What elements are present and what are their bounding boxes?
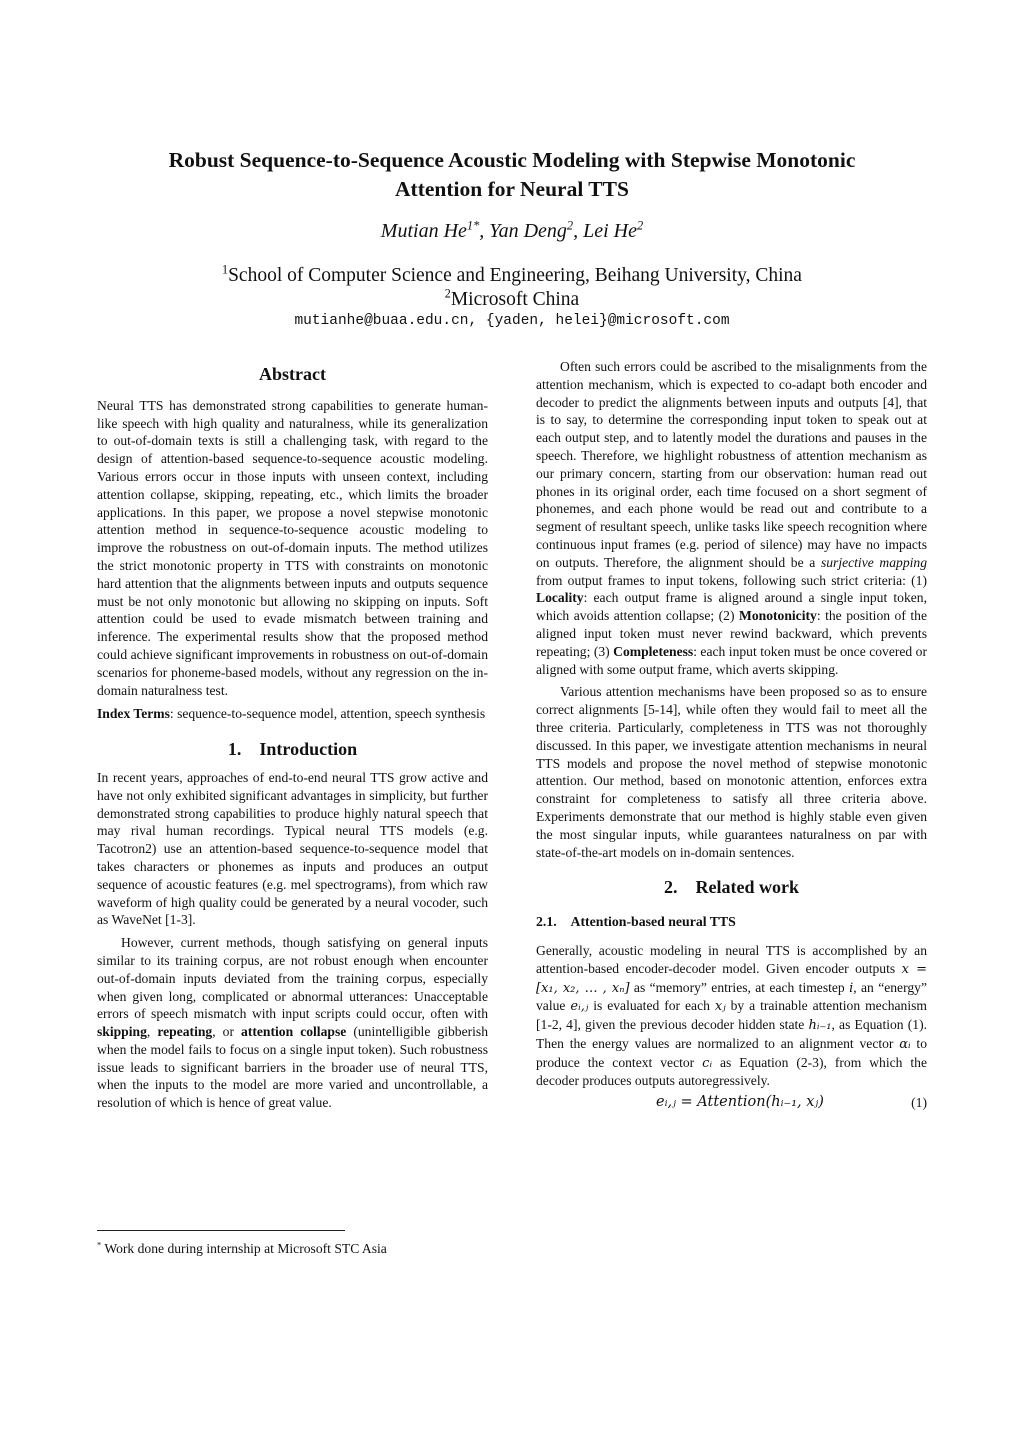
author-list [90, 220, 934, 243]
math-e: eᵢ,ⱼ [570, 999, 589, 1015]
author-3: , Lei He [573, 220, 637, 242]
index-terms-text: : sequence-to-sequence model, attention, speech synthesis [169, 706, 486, 722]
subsection-heading: 2.1. Attention-based neural TTS [536, 914, 736, 930]
term-monotonicity: Monotonicity [739, 608, 817, 624]
intro-p2-or: , or [212, 1024, 242, 1040]
rw-text-e: by a trainable attention mechanism [1-2, 4], given the previous decoder hidden state [536, 998, 927, 1033]
math-i: i [849, 980, 854, 996]
affiliation-2-text: Microsoft China [450, 289, 580, 310]
paper-title-line1: Robust Sequence-to-Sequence Acoustic Modeling with Stepwise Monotonic [168, 148, 856, 172]
intro-p2-comma: , [146, 1024, 158, 1040]
index-terms [97, 705, 488, 723]
rw-text-a: Generally, acoustic modeling in neural TTS is accomplished by an attention-based encoder-decoder model. Given encoder outputs [536, 942, 927, 976]
right-p1-c: : each output frame is aligned around a single input token, which avoids attention collapse; (2) [536, 590, 927, 624]
rw-text-f: , as Equation (1). Then the energy values are normalized to an alignment vector [536, 1017, 927, 1051]
abstract-text: Neural TTS has demonstrated strong capabilities to generate human-like speech with high quality and naturalness, while its generalization to out-of-domain texts is still a challenging task, with regard to the design of attention-based sequence-to-sequence acoustic modeling. Various errors occur in those inputs with unseen context, including attention collapse, skipping, repeating, etc., which limits the broader applications. In this paper, we propose a novel stepwise monotonic attention method in sequence-to-sequence acoustic modeling to improve the robustness on out-of-domain inputs. The method utilizes the strict monotonic property in TTS with constraints on monotonic hard attention that the alignments between inputs and outputs sequence must be not only monotonic but allowing no skipping on inputs. Soft attention could be used to evade mismatch between training and inference. The experimental results show that the proposed method could achieve significant improvements in robustness on out-of-domain scenarios for phoneme-based models, without any regression on the in-domain naturalness test. [97, 397, 488, 698]
term-repeating: repeating [157, 1024, 213, 1040]
affiliation-2-sup: 2 [444, 286, 451, 301]
intro-paragraph-1: In recent years, approaches of end-to-end neural TTS grow active and have not only exhibited significant advantages in simplicity, but further demonstrated strong capabilities to produce highly natural speech that may rival human recordings. Typical neural TTS models (e.g. Tacotron2) use an attention-based sequence-to-sequence model that takes characters or phonemes as inputs and produces an output sequence of acoustic features (e.g. mel spectrograms), from which raw waveform of high quality could be generated by a neural vocoder, such as WaveNet [1-3]. [97, 769, 488, 928]
paper-title [90, 146, 934, 204]
term-completeness: Completeness [613, 643, 694, 659]
math-x: x = [x₁, x₂, … , xₙ] [536, 961, 928, 996]
introduction-heading: 1. Introduction [227, 739, 358, 760]
rw-text-g: to produce the context vector [536, 1035, 927, 1070]
right-p1-a: Often such errors could be ascribed to the misalignments from the attention mechanism, which is expected to co-adapt both encoder and decoder to predict the alignments between inputs and outputs [4], that is to say, to determine the corresponding input token to speak out at each output step, and to latently model the durations and pauses in the speech. Therefore, we highlight robustness of attention mechanism as our primary concern, starting from our observation: human read out phones in its original order, each time focused on a short segment of phonemes, and each phone would be read out and contribute to a segment of resultant speech, unlike tasks like speech recognition where continuous input frames (e.g. period of silence) may have no impacts on outputs. Therefore, the alignment should be a [536, 359, 927, 570]
left-column [97, 366, 488, 1112]
intro-p2-text-b: (unintelligible gibberish when the model fails to focus on a single input token). Such robustness issue leads to significant barriers in the broader use of neural TTS, when the inputs to the model are more varied and uncontrollable, a resolution of which is hence of great value. [97, 1024, 488, 1111]
equation-1-expression: eᵢ,ⱼ = Attention(hᵢ₋₁, xⱼ) [656, 1094, 824, 1111]
rw-text-d: is evaluated for each [588, 998, 715, 1014]
author-2-sup: 2 [566, 218, 574, 233]
right-column [536, 358, 927, 1118]
right-p1-d: : the position of the aligned input token must never rewind backward, which prevents repeating; (3) [536, 608, 928, 659]
right-paragraph-2: Various attention mechanisms have been proposed so as to ensure correct alignments [5-14], while often they would fail to meet all the three criteria. Particularly, completeness in TTS was not thoroughly discussed. In this paper, we investigate attention mechanisms in neural TTS models and propose the novel method of stepwise monotonic attention. Our method, based on monotonic attention, enforces extra constraint for completeness to satisfy all three criteria above. Experiments demonstrate that our method is highly stable even given the most singular inputs, while guarantees naturalness on par with state-of-the-art models on in-domain sentences. [536, 684, 927, 860]
rw-text-c: , an “energy” value [536, 979, 927, 1014]
term-skipping: skipping [97, 1024, 147, 1040]
intro-paragraph-2 [97, 934, 488, 1112]
affiliation-1-text: School of Computer Science and Engineering, Beihang University, China [228, 265, 802, 286]
term-surjective-mapping: surjective mapping [820, 554, 927, 570]
term-locality: Locality [536, 590, 584, 606]
author-2: , Yan Deng [479, 220, 567, 242]
affiliation-1 [90, 264, 934, 288]
affiliation-2 [90, 288, 934, 312]
math-xj: xⱼ [714, 999, 726, 1015]
author-emails: mutianhe@buaa.edu.cn, {yaden, helei}@microsoft.com [294, 313, 730, 329]
intro-p2-text-a: However, current methods, though satisfying on general inputs similar to its training corpus, are not robust enough when encounter out-of-domain inputs deviated from the training corpus, especially when given long, complicated or abnormal utterances: Unacceptable errors of speech mismatch with input scripts could occur, often with [97, 935, 488, 1022]
footnote [97, 1241, 387, 1257]
rw-text-h: as Equation (2-3), from which the decoder produces outputs autoregressively. [536, 1054, 927, 1089]
affiliation-1-sup: 1 [222, 262, 229, 277]
index-terms-label: Index Terms [97, 706, 170, 722]
footnote-text: Work done during internship at Microsoft STC Asia [101, 1241, 387, 1256]
math-alpha: αᵢ [899, 1036, 911, 1052]
right-p1-b: from output frames to input tokens, following such strict criteria: (1) [536, 572, 927, 588]
rw-text-b: as “memory” entries, at each timestep [629, 979, 850, 995]
abstract-heading: Abstract [259, 364, 326, 384]
footnote-mark: * [97, 1239, 102, 1250]
author-1: Mutian He [380, 220, 467, 242]
math-c: cᵢ [702, 1055, 713, 1071]
math-h: hᵢ₋₁ [808, 1018, 832, 1034]
footnote-divider [97, 1230, 345, 1231]
related-work-heading: 2. Related work [664, 877, 799, 898]
author-1-sup: 1* [466, 218, 480, 233]
equation-1 [536, 1094, 927, 1118]
related-work-paragraph [536, 942, 927, 1090]
right-p1-e: : each input token must be once covered or aligned with some output frame, which averts skipping. [536, 643, 928, 677]
paper-title-line2: Attention for Neural TTS [395, 177, 629, 201]
author-3-sup: 2 [636, 218, 644, 233]
term-attention-collapse: attention collapse [241, 1024, 347, 1040]
equation-1-number: (1) [911, 1095, 927, 1111]
right-paragraph-1 [536, 358, 927, 678]
